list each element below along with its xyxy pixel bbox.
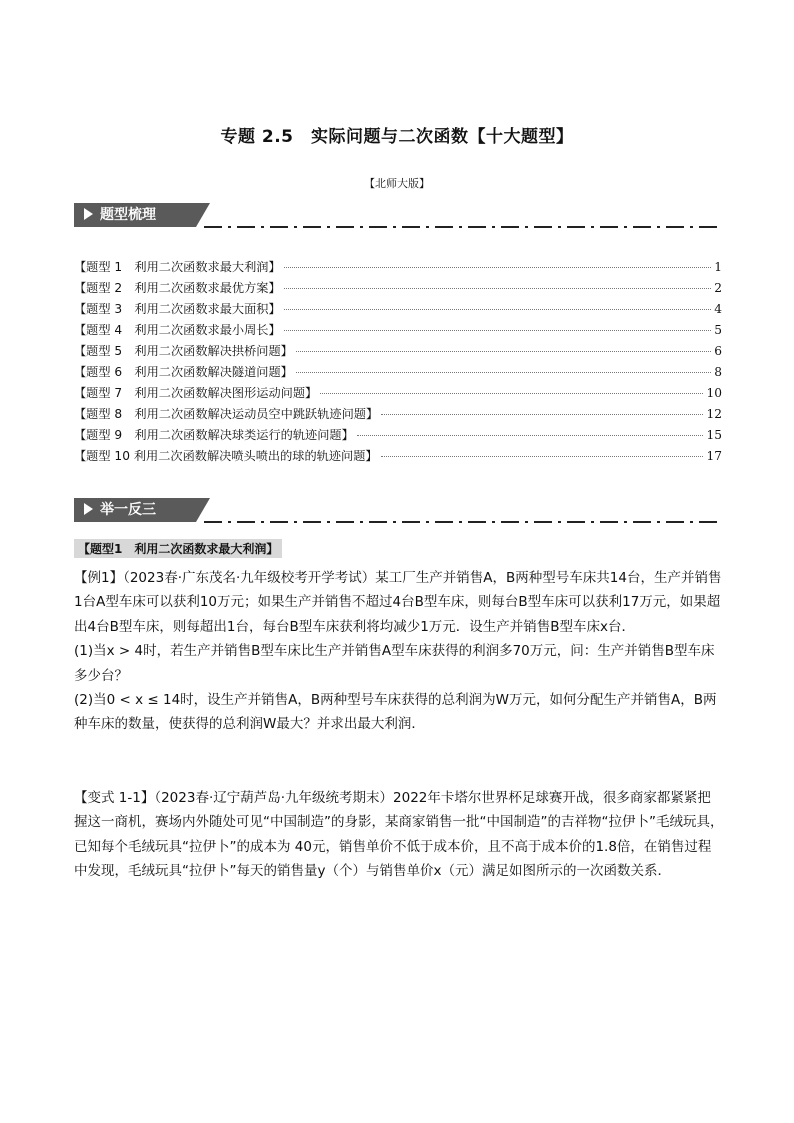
toc-leader-dots: [381, 456, 704, 457]
toc-leader-dots: [296, 372, 711, 373]
toc-entry[interactable]: [74, 279, 722, 300]
toc-leader-dots: [296, 351, 711, 352]
toc-entry-label: 【题型 7 利用二次函数解决图形运动问题】: [74, 386, 318, 400]
toc-section-header: [74, 203, 722, 229]
toc-entry[interactable]: [74, 300, 722, 321]
dash-dot-divider: [204, 226, 722, 228]
section-tab-slant: [196, 203, 210, 227]
toc-leader-dots: [381, 414, 703, 415]
toc-leader-dots: [357, 435, 704, 436]
toc-entry[interactable]: [74, 447, 722, 468]
toc-entry-page: 1: [714, 260, 722, 274]
toc-entry-page: 5: [714, 323, 722, 337]
toc-entry-label: 【题型 9 利用二次函数解决球类运行的轨迹问题】: [74, 428, 354, 442]
toc-entry-page: 17: [706, 449, 722, 463]
play-arrow-icon: [84, 503, 93, 515]
toc-section-tab: [74, 203, 196, 227]
example-1-question-1: (1)当x > 4时，若生产并销售B型车床比生产并销售A型车床获得的利润多70万元，问：生产并销售B型车床多少台？: [74, 643, 715, 684]
toc-entry-page: 4: [714, 302, 722, 316]
play-arrow-icon: [84, 208, 93, 220]
toc-entry-label: 【题型 5 利用二次函数解决拱桥问题】: [74, 344, 293, 358]
practice-section-title: 举一反三: [100, 502, 156, 518]
toc-leader-dots: [320, 393, 703, 394]
toc-entry-page: 12: [706, 407, 722, 421]
toc-entry[interactable]: [74, 258, 722, 279]
toc-entry[interactable]: [74, 426, 722, 447]
edition-label: 【北师大版】: [364, 177, 430, 190]
toc-entry[interactable]: [74, 405, 722, 426]
toc-entry-page: 6: [714, 344, 722, 358]
toc-entry-page: 2: [714, 281, 722, 295]
toc-entry-label: 【题型 6 利用二次函数解决隧道问题】: [74, 365, 293, 379]
toc-entry-label: 【题型 2 利用二次函数求最优方案】: [74, 281, 281, 295]
toc-leader-dots: [284, 267, 712, 268]
example-1: [74, 566, 724, 737]
example-1-intro: 【例1】（2023春·广东茂名·九年级校考开学考试）某工厂生产并销售A，B两种型号车床共14台，生产并销售1台A型车床可以获利10万元；如果生产并销售不超过4台B型车床，则每台B型车床可以获利17万元，如果超出4台B型车床，则每超出1台，每台B型车床获利将均减少1万元．设生产并销售B型车床x台．: [74, 570, 722, 635]
toc-entry-label: 【题型 4 利用二次函数求最小周长】: [74, 323, 281, 337]
toc-section-title: 题型梳理: [100, 207, 156, 223]
toc-entry[interactable]: [74, 363, 722, 384]
toc-entry-page: 15: [706, 428, 722, 442]
toc-entry-page: 8: [714, 365, 722, 379]
variant-1-1: [74, 786, 724, 884]
practice-section-header: [74, 498, 722, 524]
toc-entry-label: 【题型 3 利用二次函数求最大面积】: [74, 302, 281, 316]
example-1-question-2: (2)当0 < x ≤ 14时，设生产并销售A，B两种型号车床获得的总利润为W万元，如何分配生产并销售A，B两种车床的数量，使获得的总利润W最大？并求出最大利润．: [74, 692, 717, 733]
toc-entry-label: 【题型 8 利用二次函数解决运动员空中跳跃轨迹问题】: [74, 407, 379, 421]
toc-entry-page: 10: [706, 386, 722, 400]
table-of-contents: [74, 258, 722, 468]
toc-entry-label: 【题型 10 利用二次函数解决喷头喷出的球的轨迹问题】: [74, 449, 378, 463]
question-type-tag: 【题型1 利用二次函数求最大利润】: [74, 539, 282, 558]
toc-entry[interactable]: [74, 342, 722, 363]
toc-entry-label: 【题型 1 利用二次函数求最大利润】: [74, 260, 281, 274]
practice-section-tab: [74, 498, 196, 522]
toc-leader-dots: [284, 288, 712, 289]
section-tab-slant: [196, 498, 210, 522]
toc-leader-dots: [284, 330, 712, 331]
toc-leader-dots: [284, 309, 712, 310]
variant-1-1-text: 【变式 1-1】（2023春·辽宁葫芦岛·九年级统考期末）2022年卡塔尔世界杯足球赛开战，很多商家都紧紧把握这一商机，赛场内外随处可见“中国制造”的身影，某商家销售一批“中国制造”的吉祥物“拉伊卜”毛绒玩具，已知每个毛绒玩具“拉伊卜”的成本为 40元，销售单价不低于成本价，且不高于成本价的1.8倍，在销售过程中发现，毛绒玩具“拉伊卜”每天的销售量y（个）与销售单价x（元）满足如图所示的一次函数关系．: [74, 790, 724, 880]
toc-entry[interactable]: [74, 384, 722, 405]
page-title: 专题 2.5 实际问题与二次函数【十大题型】: [220, 127, 574, 147]
dash-dot-divider: [204, 521, 722, 523]
toc-entry[interactable]: [74, 321, 722, 342]
